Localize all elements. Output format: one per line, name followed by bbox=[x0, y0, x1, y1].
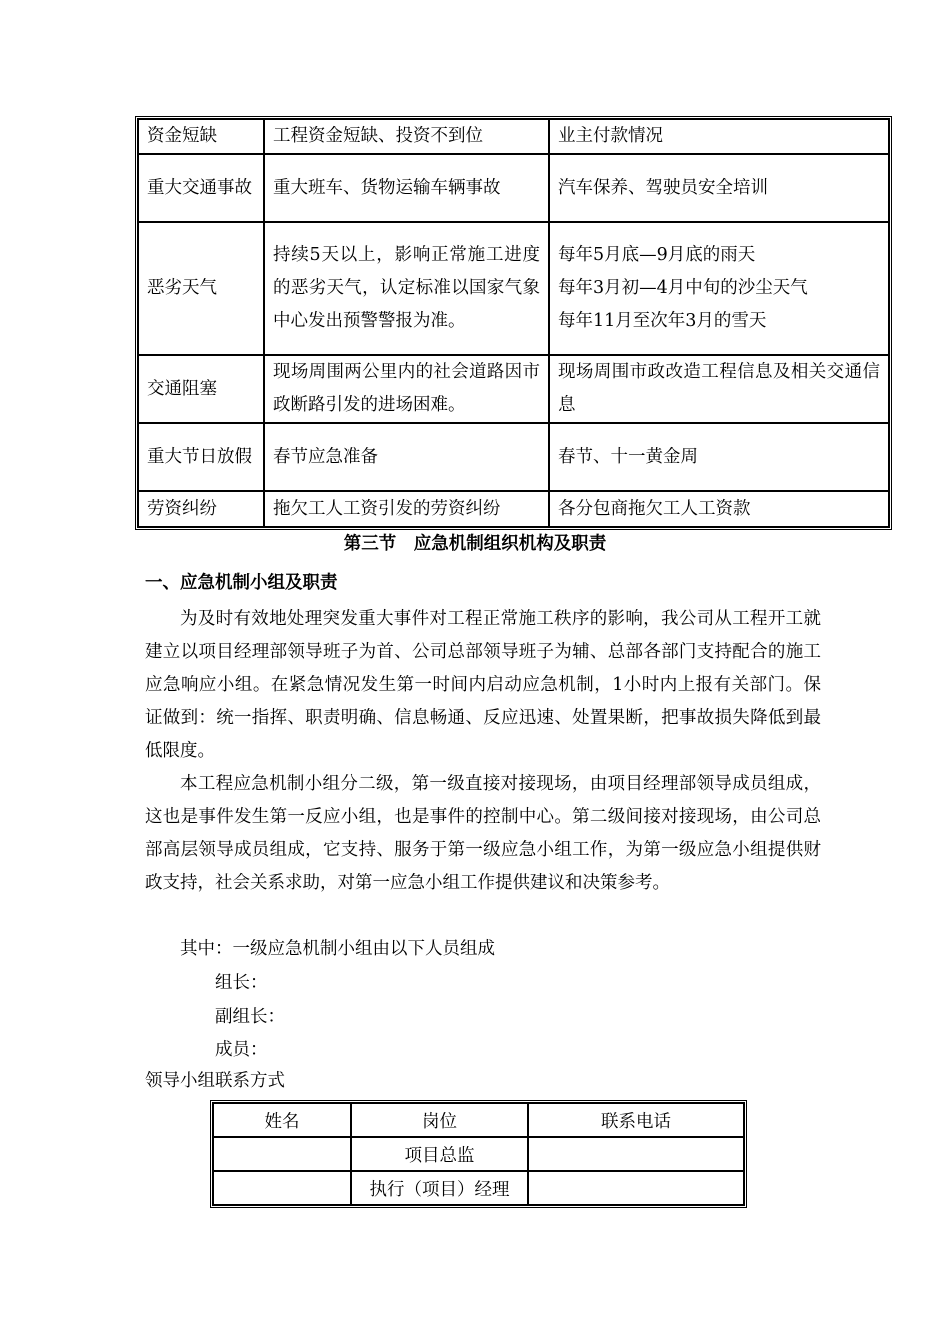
paragraph: 为及时有效地处理突发重大事件对工程正常施工秩序的影响，我公司从工程开工就建立以项目经理部领导班子为首、公司总部领导班子为辅、总部各部门支持配合的施工应急响应小组。在紧急情况发生第一时间内启动应急机制，1小时内上报有关部门。保证做到：统一指挥、职责明确、信息畅通、反应迅速、处置果断，把事故损失降低到最低限度。 bbox=[145, 609, 821, 761]
risk-name: 交通阻塞 bbox=[138, 355, 264, 423]
risk-name: 资金短缺 bbox=[138, 119, 264, 154]
table-row bbox=[213, 1137, 744, 1171]
column-header: 联系电话 bbox=[528, 1103, 744, 1137]
risk-description: 持续5天以上，影响正常施工进度的恶劣天气，认定标准以国家气象中心发出预警警报为准。 bbox=[264, 222, 549, 355]
name-cell bbox=[213, 1137, 351, 1171]
risk-description: 工程资金短缺、投资不到位 bbox=[264, 119, 549, 154]
member-intro: 其中：一级应急机制小组由以下人员组成 bbox=[180, 939, 495, 959]
monitor-line: 每年5月底—9月底的雨天 bbox=[558, 245, 756, 265]
risk-description: 春节应急准备 bbox=[264, 423, 549, 491]
risk-monitor: 现场周围市政改造工程信息及相关交通信息 bbox=[549, 355, 889, 423]
table-row bbox=[138, 423, 889, 491]
paragraph: 本工程应急机制小组分二级，第一级直接对接现场，由项目经理部领导成员组成，这也是事件发生第一反应小组，也是事件的控制中心。第二级间接对接现场，由公司总部高层领导成员组成，它支持、服务于第一级应急小组工作，为第一级应急小组提供财政支持，社会关系求助，对第一应急小组工作提供建议和决策参考。 bbox=[145, 774, 821, 893]
column-header: 姓名 bbox=[213, 1103, 351, 1137]
table-header-row bbox=[213, 1103, 744, 1137]
risk-description: 现场周围两公里内的社会道路因市政断路引发的进场困难。 bbox=[264, 355, 549, 423]
risk-name: 重大节日放假 bbox=[138, 423, 264, 491]
table-row bbox=[138, 119, 889, 154]
role-label: 副组长： bbox=[215, 1007, 285, 1027]
risk-monitor: 春节、十一黄金周 bbox=[549, 423, 889, 491]
risk-name: 恶劣天气 bbox=[138, 222, 264, 355]
phone-cell bbox=[528, 1171, 744, 1205]
table-row bbox=[138, 154, 889, 222]
table-row bbox=[138, 491, 889, 527]
role-label: 组长： bbox=[215, 973, 268, 993]
risk-description: 重大班车、货物运输车辆事故 bbox=[264, 154, 549, 222]
position-cell: 项目总监 bbox=[351, 1137, 528, 1171]
contact-caption: 领导小组联系方式 bbox=[145, 1071, 285, 1091]
risk-monitor bbox=[549, 222, 889, 355]
monitor-line: 每年11月至次年3月的雪天 bbox=[558, 311, 767, 331]
risk-monitor: 业主付款情况 bbox=[549, 119, 889, 154]
table-row bbox=[138, 222, 889, 355]
name-cell bbox=[213, 1171, 351, 1205]
table-row bbox=[138, 355, 889, 423]
section-title: 第三节 应急机制组织机构及职责 bbox=[343, 534, 607, 554]
subsection-title: 一、应急机制小组及职责 bbox=[145, 573, 338, 593]
risk-monitor: 汽车保养、驾驶员安全培训 bbox=[549, 154, 889, 222]
risk-name: 劳资纠纷 bbox=[138, 491, 264, 527]
risk-description: 拖欠工人工资引发的劳资纠纷 bbox=[264, 491, 549, 527]
risk-table bbox=[135, 116, 892, 530]
role-label: 成员： bbox=[215, 1040, 268, 1060]
contact-table bbox=[210, 1100, 747, 1208]
table-row bbox=[213, 1171, 744, 1205]
position-cell: 执行（项目）经理 bbox=[351, 1171, 528, 1205]
phone-cell bbox=[528, 1137, 744, 1171]
risk-name: 重大交通事故 bbox=[138, 154, 264, 222]
column-header: 岗位 bbox=[351, 1103, 528, 1137]
monitor-line: 每年3月初—4月中旬的沙尘天气 bbox=[558, 278, 808, 298]
risk-monitor: 各分包商拖欠工人工资款 bbox=[549, 491, 889, 527]
